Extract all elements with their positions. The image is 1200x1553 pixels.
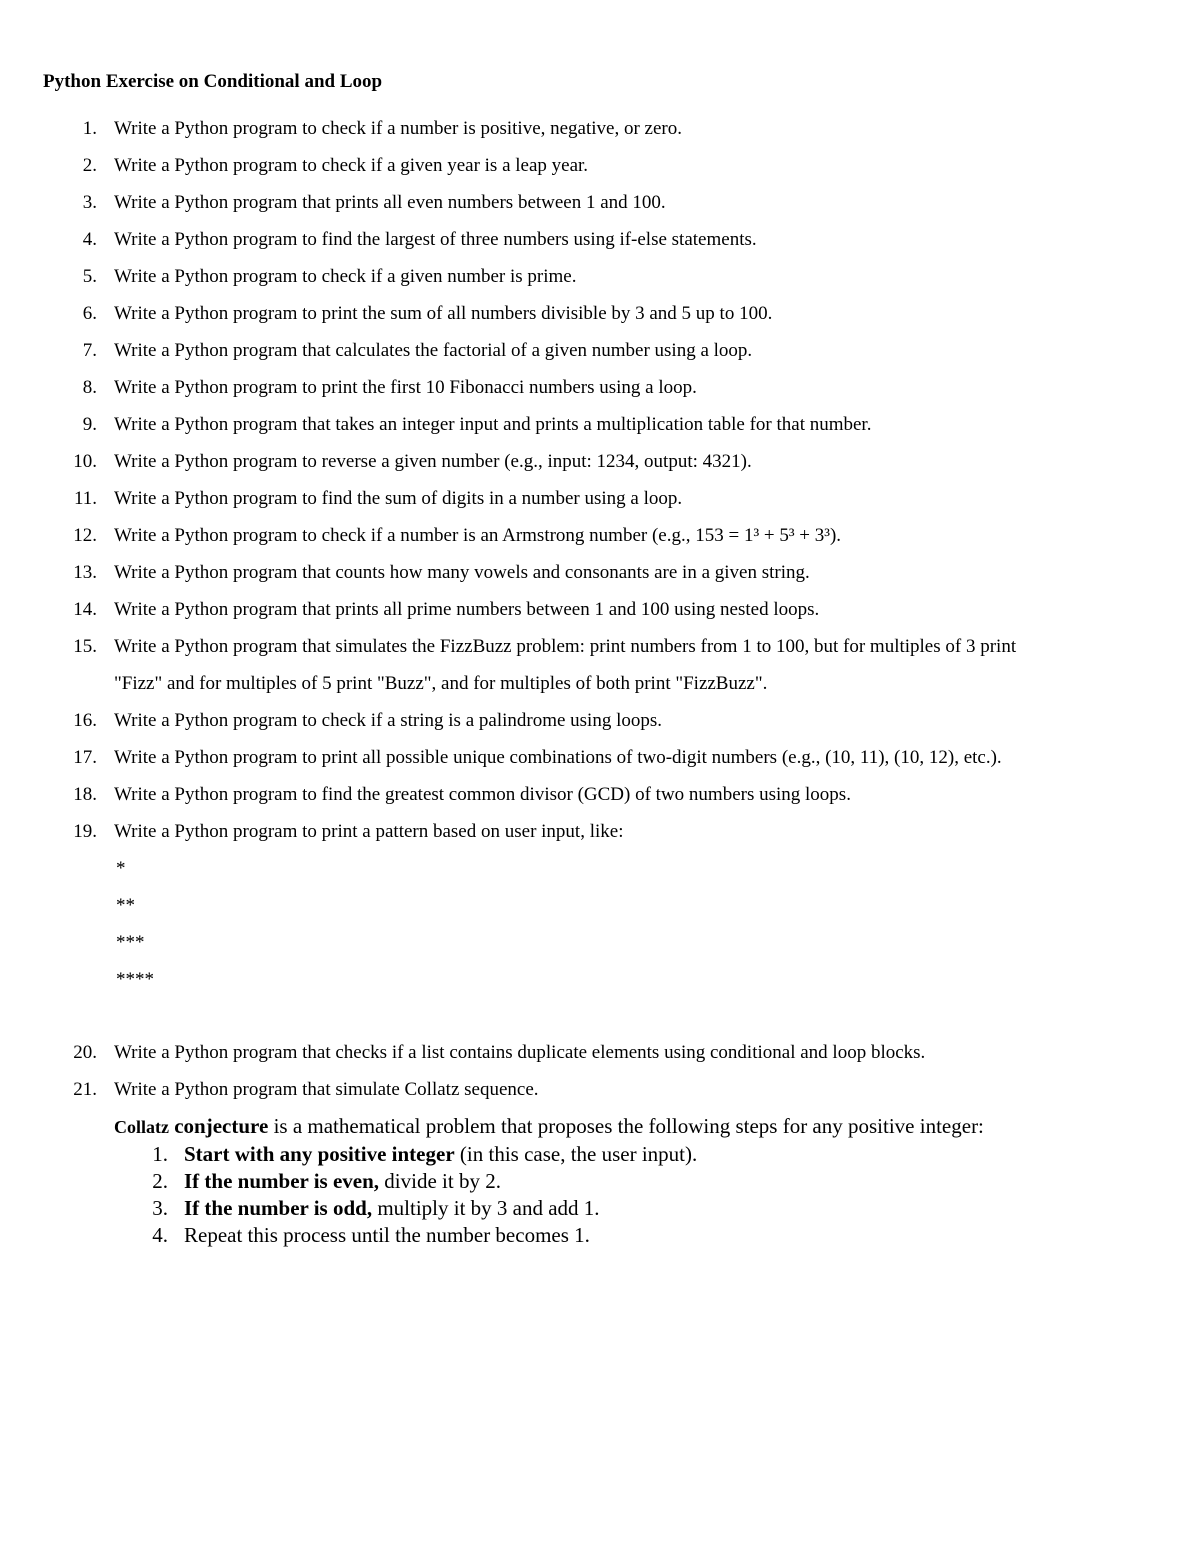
list-item — [0, 591, 1200, 628]
item-text: Write a Python program that simulate Collatz sequence. — [114, 1079, 539, 1100]
step-bold: Start with any positive integer — [184, 1142, 455, 1166]
item-text: Write a Python program to check if a number is positive, negative, or zero. — [114, 118, 683, 139]
item-number: 7. — [82, 340, 97, 361]
list-item — [0, 221, 1200, 258]
list-item — [0, 110, 1200, 147]
item-text: Write a Python program that checks if a list contains duplicate elements using conditional and loop blocks. — [114, 1042, 926, 1063]
list-item — [0, 258, 1200, 295]
item-text: Write a Python program to find the largest of three numbers using if-else statements. — [114, 229, 757, 250]
item-text: Write a Python program to find the sum of digits in a number using a loop. — [114, 488, 683, 509]
item-number: 14. — [73, 599, 97, 620]
item-text: Write a Python program that counts how many vowels and consonants are in a given string. — [114, 562, 810, 583]
collatz-description: is a mathematical problem that proposes the following steps for any positive integer: — [268, 1114, 984, 1138]
list-item — [0, 628, 1200, 702]
item-text: Write a Python program to find the greatest common divisor (GCD) of two numbers using loops. — [114, 784, 851, 805]
item-text: Write a Python program that simulates the FizzBuzz problem: print numbers from 1 to 100, but for multiples of 3 print "Fizz" and for multiples of 5 print "Buzz", and for multiples of both print "FizzBuzz". — [114, 636, 1017, 694]
item-number: 20. — [73, 1042, 97, 1063]
step-text: (in this case, the user input). — [454, 1142, 698, 1166]
step-number: 1. — [152, 1142, 168, 1166]
item-number: 4. — [82, 229, 97, 250]
item-number: 18. — [73, 784, 97, 805]
pattern-line: *** — [116, 932, 145, 953]
item-number: 10. — [73, 451, 97, 472]
step-number: 3. — [152, 1196, 168, 1220]
list-item — [0, 295, 1200, 332]
item-number: 6. — [82, 303, 97, 324]
item-number: 11. — [73, 488, 97, 509]
pattern-line: **** — [116, 969, 154, 990]
item-text: Write a Python program that prints all prime numbers between 1 and 100 using nested loops. — [114, 599, 820, 620]
step-text: multiply it by 3 and add 1. — [372, 1196, 600, 1220]
step-item — [0, 1195, 1200, 1222]
item-number: 16. — [73, 710, 97, 731]
exercise-list — [0, 110, 1200, 1249]
item-text: Write a Python program that calculates the factorial of a given number using a loop. — [114, 340, 753, 361]
item-number: 15. — [73, 636, 97, 657]
item-number: 5. — [82, 266, 97, 287]
list-item — [0, 147, 1200, 184]
list-item — [0, 480, 1200, 517]
item-number: 2. — [82, 155, 97, 176]
item-number: 3. — [82, 192, 97, 213]
item-text: Write a Python program that takes an integer input and prints a multiplication table for that number. — [114, 414, 872, 435]
step-bold: If the number is even, — [184, 1169, 380, 1193]
list-item — [0, 776, 1200, 813]
collatz-word: Collatz — [114, 1117, 169, 1137]
pattern-line: ** — [116, 895, 135, 916]
item-number: 17. — [73, 747, 97, 768]
list-item — [0, 443, 1200, 480]
item-number: 9. — [82, 414, 97, 435]
item-text: Write a Python program to check if a given year is a leap year. — [114, 155, 589, 176]
step-item — [0, 1168, 1200, 1195]
step-item — [0, 1222, 1200, 1249]
item-number: 21. — [73, 1079, 97, 1100]
list-item — [0, 1071, 1200, 1108]
step-number: 4. — [152, 1223, 168, 1247]
item-number: 1. — [82, 118, 97, 139]
pattern-line: * — [116, 858, 126, 879]
step-text: divide it by 2. — [379, 1169, 501, 1193]
item-number: 12. — [73, 525, 97, 546]
list-item — [0, 517, 1200, 554]
item-number: 13. — [73, 562, 97, 583]
page-title: Python Exercise on Conditional and Loop — [43, 71, 383, 92]
list-item — [0, 702, 1200, 739]
collatz-steps — [0, 1141, 1200, 1249]
list-item — [0, 554, 1200, 591]
list-item — [0, 369, 1200, 406]
list-item — [0, 184, 1200, 221]
list-item — [0, 406, 1200, 443]
item-text: Write a Python program that prints all even numbers between 1 and 100. — [114, 192, 666, 213]
conjecture-word: conjecture — [174, 1114, 269, 1138]
step-bold: If the number is odd, — [184, 1196, 373, 1220]
item-text: Write a Python program to print a pattern based on user input, like: — [114, 821, 624, 842]
step-item — [0, 1141, 1200, 1168]
step-text: Repeat this process until the number becomes 1. — [184, 1223, 590, 1247]
item-text: Write a Python program to check if a given number is prime. — [114, 266, 577, 287]
item-text: Write a Python program to check if a number is an Armstrong number (e.g., 153 = 1³ + 5³ + 3³). — [114, 525, 842, 546]
item-number: 8. — [82, 377, 97, 398]
list-item — [0, 332, 1200, 369]
item-text: Write a Python program to check if a string is a palindrome using loops. — [114, 710, 663, 731]
star-pattern — [116, 850, 1200, 998]
item-number: 19. — [73, 821, 97, 842]
collatz-intro — [114, 1113, 1200, 1141]
list-item — [0, 739, 1200, 776]
collatz-section — [0, 1113, 1200, 1249]
step-number: 2. — [152, 1169, 168, 1193]
list-item — [0, 813, 1200, 850]
pattern-example — [0, 850, 1200, 998]
item-text: Write a Python program to print the first 10 Fibonacci numbers using a loop. — [114, 377, 697, 398]
list-item — [0, 1034, 1200, 1071]
item-text: Write a Python program to print all possible unique combinations of two-digit numbers (e.g., (10, 11), (10, 12), etc.). — [114, 747, 1002, 768]
item-text: Write a Python program to print the sum of all numbers divisible by 3 and 5 up to 100. — [114, 303, 773, 324]
item-text: Write a Python program to reverse a given number (e.g., input: 1234, output: 4321). — [114, 451, 752, 472]
